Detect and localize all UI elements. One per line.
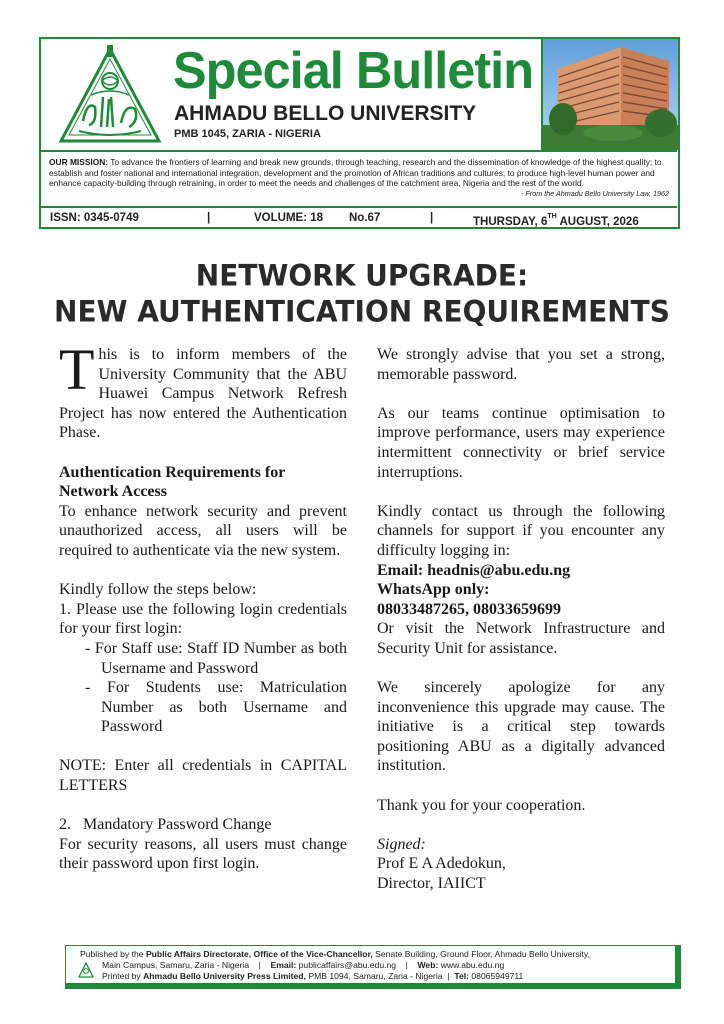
whatsapp-label: WhatsApp only: — [377, 581, 490, 599]
footer-line-1: Published by the Public Affairs Directorate, Office of the Vice-Chancellor, Senate Building, Ground Floor, Ahmadu Bello University, — [80, 949, 590, 959]
footer-email[interactable]: publicaffairs@abu.edu.ng — [298, 960, 397, 970]
contact-intro: Kindly contact us through the following channels for support if you encounter any difficulty logging in: — [377, 502, 665, 559]
mission-statement — [41, 150, 677, 208]
footer-line-3: Printed by Ahmadu Bello University Press Limited, PMB 1094, Samaru, Zaria - Nigeria | Tel: 08065949711 — [102, 971, 524, 981]
headline-line-1: NETWORK UPGRADE: — [195, 258, 529, 293]
auth-heading: Authentication Requirements for Network Access — [59, 463, 286, 501]
mission-text: To advance the frontiers of learning and break new grounds, through teaching, research and the dissemination of knowledge of the highest quality; to establish and foster national and international integration, development and the promotion of African traditions and cultures; to produce high-level human power and enhance capacity-building through retraining, in order to meet the needs and challenges of the catchment area, Nigeria and the rest of the world. — [49, 157, 662, 189]
footer-line-2: Main Campus, Samaru, Zaria - Nigeria | Email: publicaffairs@abu.edu.ng | Web: www.abu.edu.ng — [102, 960, 505, 970]
intro-paragraph: This is to inform members of the University Community that the ABU Huawei Campus Network Refresh Project has now entered the Authentication Phase. — [59, 337, 347, 442]
press-logo-icon — [76, 960, 96, 980]
step-2-text: For security reasons, all users must change their password upon first login. — [59, 835, 347, 873]
issue-info-bar — [41, 208, 677, 229]
signatory-name: Prof E A Adedokun, — [377, 855, 506, 873]
step-1: 1. Please use the following login credentials for your first login: — [59, 600, 347, 638]
left-column — [59, 337, 347, 874]
issue-number: No.67 — [349, 212, 381, 224]
note: NOTE: Enter all credentials in CAPITAL LETTERS — [59, 757, 347, 795]
separator: | — [207, 212, 211, 224]
signatory-title: Director, IAIICT — [377, 875, 486, 893]
contact-email: Email: headnis@abu.edu.ng — [377, 561, 571, 579]
bulletin-title: Special Bulletin — [173, 42, 534, 100]
footer — [65, 945, 681, 989]
volume: VOLUME: 18 — [254, 212, 324, 224]
thanks: Thank you for your cooperation. — [377, 796, 586, 814]
issue-date: THURSDAY, 6TH AUGUST, 2026 — [473, 213, 639, 228]
signed-label: Signed: — [377, 835, 426, 853]
headline-line-2: NEW AUTHENTICATION REQUIREMENTS — [54, 294, 670, 329]
headline — [0, 258, 724, 330]
masthead — [39, 37, 680, 229]
masthead-top — [41, 39, 677, 150]
apology-paragraph: We sincerely apologize for any inconvenience this upgrade may cause. The initiative is a critical step towards positioning ABU as a digitally advanced institution. — [377, 679, 665, 775]
visit-paragraph: Or visit the Network Infrastructure and Security Unit for assistance. — [377, 620, 665, 657]
issn: ISSN: 0345-0749 — [50, 212, 139, 224]
separator: | — [430, 212, 434, 224]
university-name: AHMADU BELLO UNIVERSITY — [174, 102, 477, 125]
university-building-photo — [541, 39, 678, 150]
footer-web[interactable]: www.abu.edu.ng — [440, 960, 505, 970]
auth-text: To enhance network security and prevent unauthorized access, all users will be required to authenticate via the new system. — [59, 502, 347, 559]
step-1-staff: - For Staff use: Staff ID Number as both Username and Password — [85, 639, 347, 677]
university-address: PMB 1045, ZARIA - NIGERIA — [174, 128, 321, 140]
right-column — [377, 345, 665, 894]
whatsapp-numbers: 08033487265, 08033659699 — [377, 600, 561, 618]
steps-intro: Kindly follow the steps below: — [59, 581, 257, 599]
mission-label: OUR MISSION: — [49, 157, 109, 167]
advise-paragraph: We strongly advise that you set a strong, memorable password. — [377, 346, 665, 383]
mission-source: - From the Ahmadu Bello University Law, 1962 — [521, 188, 669, 198]
step-1-students: - For Students use: Matriculation Number as both Username and Password — [85, 679, 347, 736]
drop-cap: T — [59, 337, 95, 402]
step-2: 2. Mandatory Password Change — [59, 816, 272, 834]
abu-crest-icon — [51, 43, 169, 147]
optimisation-paragraph: As our teams continue optimisation to improve performance, users may experience intermittent connectivity or brief service interruptions. — [377, 404, 665, 481]
